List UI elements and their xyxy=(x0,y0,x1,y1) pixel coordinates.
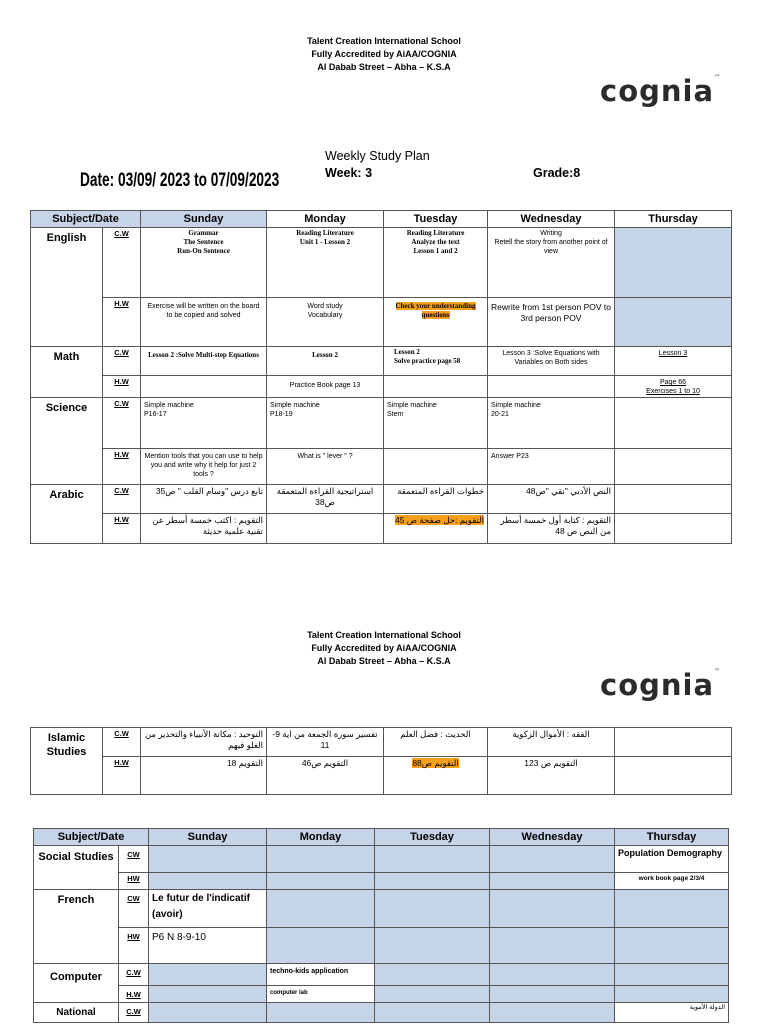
table-row xyxy=(34,1003,729,1023)
computer-thu-hw xyxy=(615,986,729,1003)
computer-mon-cw: techno-kids application xyxy=(267,964,375,986)
islamic-wed-cw: الفقه : الأموال الزكوية xyxy=(488,728,615,757)
table-row xyxy=(31,757,732,795)
sunday-header: Sunday xyxy=(141,211,267,228)
math-tue-cw: Lesson 2 Solve practice page 58 xyxy=(384,347,488,376)
hw-label: H.W xyxy=(103,449,141,485)
computer-tue-cw xyxy=(375,964,490,986)
week-label: Week: 3 xyxy=(325,166,373,180)
national-sun-cw xyxy=(149,1003,267,1023)
english-sun-hw: Exercise will be written on the board to be copied and solved xyxy=(141,298,267,347)
arabic-mon-cw: استراتيجية القراءة المتعمقة ص38 xyxy=(267,485,384,514)
arabic-sun-cw: تابع درس "وسام القلب " ص35 xyxy=(141,485,267,514)
logo-tm: ™ xyxy=(714,74,721,81)
islamic-mon-cw: تفسير سورة الجمعة من اية 9-11 xyxy=(267,728,384,757)
islamic-wed-hw: التقويم ص 123 xyxy=(488,757,615,795)
thursday-header: Thursday xyxy=(615,211,732,228)
french-sun-cw: Le futur de l'indicatif (avoir) xyxy=(149,890,267,928)
science-thu-hw xyxy=(615,449,732,485)
hw-label: H.W xyxy=(103,514,141,544)
social-tue-hw xyxy=(375,873,490,890)
islamic-tue-hw xyxy=(384,757,488,795)
wednesday-header: Wednesday xyxy=(488,211,615,228)
hw-label: H.W xyxy=(103,757,141,795)
table-row xyxy=(34,986,729,1003)
french-tue-hw xyxy=(375,928,490,964)
arabic-tue-hw-text: التقويم :حل صفحة ص 45 xyxy=(394,515,485,525)
islamic-sun-hw: التقويم 18 xyxy=(141,757,267,795)
english-tue-hw-text: Check your understanding questions xyxy=(395,302,476,319)
computer-wed-cw xyxy=(490,964,615,986)
school-name: Talent Creation International School xyxy=(307,630,461,640)
address: Al Dabab Street – Abha – K.S.A xyxy=(317,62,451,72)
sunday-header: Sunday xyxy=(149,829,267,846)
arabic-tue-hw xyxy=(384,514,488,544)
cw-label: C.W xyxy=(103,485,141,514)
cw-label: CW xyxy=(119,890,149,928)
subject-social: Social Studies xyxy=(34,846,119,890)
table-row xyxy=(31,376,732,398)
french-wed-cw xyxy=(490,890,615,928)
logo-text: cognia xyxy=(600,74,715,108)
english-mon-cw: Reading Literature Unit 1 - Lesson 2 xyxy=(267,228,384,298)
english-mon-hw: Word study Vocabulary xyxy=(267,298,384,347)
math-mon-hw: Practice Book page 13 xyxy=(267,376,384,398)
islamic-mon-hw: التقويم ص46 xyxy=(267,757,384,795)
school-name: Talent Creation International School xyxy=(307,36,461,46)
science-wed-cw: Simple machine 20-21 xyxy=(488,398,615,449)
science-thu-cw xyxy=(615,398,732,449)
cw-label: C.W xyxy=(103,347,141,376)
table-row xyxy=(31,398,732,449)
national-tue-cw xyxy=(375,1003,490,1023)
science-tue-hw xyxy=(384,449,488,485)
table-row xyxy=(31,485,732,514)
islamic-tue-cw: الحديث : فضل العلم xyxy=(384,728,488,757)
arabic-wed-cw: النص الأدبي "نقي "ص48 xyxy=(488,485,615,514)
hw-label: H.W xyxy=(103,376,141,398)
social-wed-hw xyxy=(490,873,615,890)
accreditation: Fully Accredited by AiAA/COGNIA xyxy=(311,49,457,59)
islamic-thu-hw xyxy=(615,757,732,795)
science-sun-cw: Simple machine P16-17 xyxy=(141,398,267,449)
english-tue-cw: Reading Literature Analyze the text Lesson 1 and 2 xyxy=(384,228,488,298)
arabic-sun-hw: التقويم : اكتب خمسة أسطر عن تقنية علمية حديثة xyxy=(141,514,267,544)
cw-label: C.W xyxy=(103,728,141,757)
french-mon-hw xyxy=(267,928,375,964)
computer-tue-hw xyxy=(375,986,490,1003)
table-row xyxy=(34,890,729,928)
study-plan-table xyxy=(30,210,732,544)
table-row xyxy=(31,449,732,485)
social-mon-cw xyxy=(267,846,375,873)
social-sun-cw xyxy=(149,846,267,873)
math-wed-cw: Lesson 3 :Solve Equations with Variables on Both sides xyxy=(488,347,615,376)
english-tue-hw xyxy=(384,298,488,347)
arabic-thu-hw xyxy=(615,514,732,544)
english-thu-cw xyxy=(615,228,732,298)
school-header xyxy=(0,35,768,74)
english-wed-hw: Rewrite from 1st person POV to 3rd person POV xyxy=(488,298,615,347)
wednesday-header: Wednesday xyxy=(490,829,615,846)
math-thu-cw: Lesson 3 xyxy=(615,347,732,376)
plan-title: Weekly Study Plan xyxy=(325,149,430,163)
subject-arabic: Arabic xyxy=(31,485,103,544)
science-wed-hw: Answer P23 xyxy=(488,449,615,485)
subject-english: English xyxy=(31,228,103,347)
islamic-tue-hw-text: التقويم ص88 xyxy=(412,758,459,768)
science-sun-hw: Mention tools that you can use to help you and write why it help for just 2 tools ? xyxy=(141,449,267,485)
social-wed-cw xyxy=(490,846,615,873)
arabic-mon-hw xyxy=(267,514,384,544)
computer-sun-cw xyxy=(149,964,267,986)
arabic-tue-cw: خطوات القراءة المتعمقة xyxy=(384,485,488,514)
subject-french: French xyxy=(34,890,119,964)
study-plan-table-2 xyxy=(33,828,729,1023)
science-mon-cw: Simple machine P18-19 xyxy=(267,398,384,449)
islamic-thu-cw xyxy=(615,728,732,757)
table-row xyxy=(31,298,732,347)
math-sun-hw xyxy=(141,376,267,398)
social-sun-hw xyxy=(149,873,267,890)
tuesday-header: Tuesday xyxy=(384,211,488,228)
date-range: Date: 03/09/ 2023 to 07/09/2023 xyxy=(80,170,280,191)
cognia-logo-2 xyxy=(600,668,720,702)
islamic-sun-cw: التوحيد : مكانة الأنبياء والتحذير من الغلو فيهم xyxy=(141,728,267,757)
french-mon-cw xyxy=(267,890,375,928)
math-sun-cw: Lesson 2 :Solve Multi-step Equations xyxy=(141,347,267,376)
cognia-logo xyxy=(600,74,720,108)
cw-label: C.W xyxy=(119,964,149,986)
national-wed-cw xyxy=(490,1003,615,1023)
computer-thu-cw xyxy=(615,964,729,986)
monday-header: Monday xyxy=(267,829,375,846)
table-row xyxy=(31,228,732,298)
islamic-table xyxy=(30,727,732,795)
subject-date-header: Subject/Date xyxy=(34,829,149,846)
arabic-thu-cw xyxy=(615,485,732,514)
thursday-header: Thursday xyxy=(615,829,729,846)
cw-label: C.W xyxy=(119,1003,149,1023)
computer-wed-hw xyxy=(490,986,615,1003)
subject-date-header: Subject/Date xyxy=(31,211,141,228)
hw-label: HW xyxy=(119,873,149,890)
table-row xyxy=(34,928,729,964)
social-thu-cw: Population Demography xyxy=(615,846,729,873)
math-wed-hw xyxy=(488,376,615,398)
logo-text: cognia xyxy=(600,668,715,702)
french-wed-hw xyxy=(490,928,615,964)
hw-label: HW xyxy=(119,928,149,964)
national-mon-cw xyxy=(267,1003,375,1023)
table-row xyxy=(31,347,732,376)
cw-label: C.W xyxy=(103,228,141,298)
english-wed-cw: Writing Retell the story from another point of view xyxy=(488,228,615,298)
french-sun-hw: P6 N 8-9-10 xyxy=(149,928,267,964)
social-mon-hw xyxy=(267,873,375,890)
subject-islamic: Islamic Studies xyxy=(31,728,103,795)
math-tue-hw xyxy=(384,376,488,398)
computer-mon-hw: computer lab xyxy=(267,986,375,1003)
table-row xyxy=(31,728,732,757)
french-thu-hw xyxy=(615,928,729,964)
day-header-row xyxy=(34,829,729,846)
social-thu-hw: work book page 2/3/4 xyxy=(615,873,729,890)
science-tue-cw: Simple machine Stem xyxy=(384,398,488,449)
science-mon-hw: What is " lever " ? xyxy=(267,449,384,485)
grade-label: Grade:8 xyxy=(533,166,581,180)
table-row xyxy=(31,514,732,544)
monday-header: Monday xyxy=(267,211,384,228)
tuesday-header: Tuesday xyxy=(375,829,490,846)
national-thu-cw: الدولة الأموية xyxy=(615,1003,729,1023)
hw-label: H.W xyxy=(119,986,149,1003)
computer-sun-hw xyxy=(149,986,267,1003)
subject-science: Science xyxy=(31,398,103,485)
arabic-wed-hw: التقويم : كتابة أول خمسة أسطر من النص ص 48 xyxy=(488,514,615,544)
cw-label: C.W xyxy=(103,398,141,449)
address: Al Dabab Street – Abha – K.S.A xyxy=(317,656,451,666)
social-tue-cw xyxy=(375,846,490,873)
english-thu-hw xyxy=(615,298,732,347)
table-row xyxy=(34,846,729,873)
english-sun-cw: Grammar The Sentence Run-On Sentence xyxy=(141,228,267,298)
cw-label: CW xyxy=(119,846,149,873)
subject-math: Math xyxy=(31,347,103,398)
table-row xyxy=(34,873,729,890)
table-row xyxy=(34,964,729,986)
math-thu-hw: Page 66 Exercises 1 to 10 xyxy=(615,376,732,398)
day-header-row xyxy=(31,211,732,228)
french-thu-cw xyxy=(615,890,729,928)
french-tue-cw xyxy=(375,890,490,928)
hw-label: H.W xyxy=(103,298,141,347)
accreditation: Fully Accredited by AiAA/COGNIA xyxy=(311,643,457,653)
math-mon-cw: Lesson 2 xyxy=(267,347,384,376)
school-header-2 xyxy=(0,629,768,668)
subject-national: National xyxy=(34,1003,119,1023)
subject-computer: Computer xyxy=(34,964,119,1003)
logo-tm: ™ xyxy=(714,668,721,675)
